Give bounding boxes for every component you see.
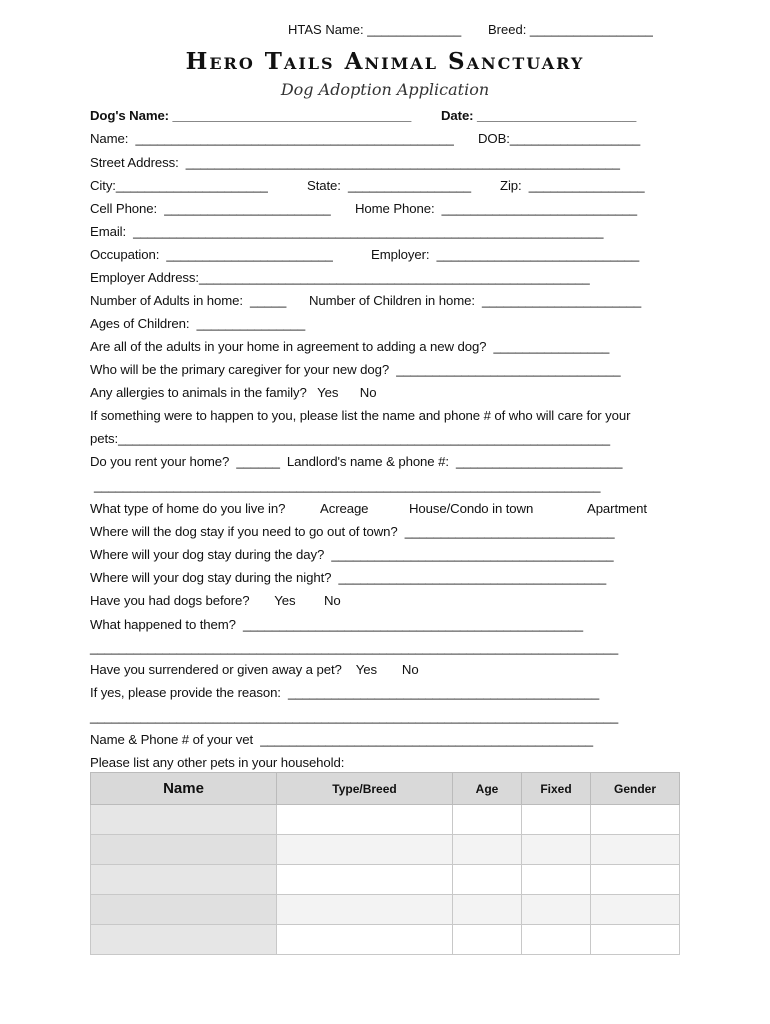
pet-name-cell[interactable]: [91, 805, 277, 835]
dob-field[interactable]: DOB:__________________: [478, 131, 641, 146]
home-type-apartment-option[interactable]: Apartment: [587, 501, 647, 516]
pet-age-cell[interactable]: [453, 925, 522, 955]
pet-name-cell[interactable]: [91, 835, 277, 865]
state-field[interactable]: State: _________________: [307, 178, 471, 193]
header-fixed: Fixed: [522, 773, 591, 805]
occupation-field[interactable]: Occupation: _______________________: [90, 247, 333, 262]
pet-type-cell[interactable]: [277, 865, 453, 895]
vet-question[interactable]: Name & Phone # of your vet ______________________________________________: [90, 732, 593, 747]
pet-name-cell[interactable]: [91, 925, 277, 955]
reason-extra-line[interactable]: _________________________________________________________________________: [90, 709, 619, 724]
cell-phone-field[interactable]: Cell Phone: _______________________: [90, 201, 331, 216]
employer-address-field[interactable]: Employer Address:______________________________________________________: [90, 270, 590, 285]
caregiver-question[interactable]: Who will be the primary caregiver for your new dog? _______________________________: [90, 362, 621, 377]
pet-age-cell[interactable]: [453, 895, 522, 925]
table-row: [91, 805, 680, 835]
pet-name-cell[interactable]: [91, 895, 277, 925]
dog-name-field[interactable]: Dog's Name: _________________________________: [90, 108, 412, 123]
table-header-row: [91, 773, 680, 805]
name-field[interactable]: Name: ____________________________________________: [90, 131, 454, 146]
pet-gender-cell[interactable]: [591, 835, 680, 865]
reason-question[interactable]: If yes, please provide the reason: ___________________________________________: [90, 685, 600, 700]
home-phone-field[interactable]: Home Phone: ___________________________: [355, 201, 637, 216]
surrendered-question[interactable]: Have you surrendered or given away a pet? Yes No: [90, 662, 419, 677]
header-gender: Gender: [591, 773, 680, 805]
emergency-care-question: If something were to happen to you, please list the name and phone # of who will care for your: [90, 408, 631, 423]
pet-fixed-cell[interactable]: [522, 805, 591, 835]
pet-fixed-cell[interactable]: [522, 895, 591, 925]
pet-type-cell[interactable]: [277, 805, 453, 835]
pet-gender-cell[interactable]: [591, 805, 680, 835]
header-age: Age: [453, 773, 522, 805]
home-type-acreage-option[interactable]: Acreage: [320, 501, 369, 516]
pet-fixed-cell[interactable]: [522, 925, 591, 955]
night-stay-question[interactable]: Where will your dog stay during the night? _____________________________________: [90, 570, 607, 585]
out-of-town-question[interactable]: Where will the dog stay if you need to go out of town? _____________________________: [90, 524, 615, 539]
pet-age-cell[interactable]: [453, 805, 522, 835]
table-row: [91, 835, 680, 865]
page-title: Hero Tails Animal Sanctuary: [185, 48, 585, 75]
emergency-care-field[interactable]: pets:____________________________________________________________________: [90, 431, 611, 446]
pet-type-cell[interactable]: [277, 925, 453, 955]
date-field[interactable]: Date: ______________________: [441, 108, 637, 123]
landlord-extra-line[interactable]: ______________________________________________________________________: [94, 478, 601, 493]
ages-field[interactable]: Ages of Children: _______________: [90, 316, 306, 331]
pet-fixed-cell[interactable]: [522, 865, 591, 895]
pet-type-cell[interactable]: [277, 895, 453, 925]
table-row: [91, 925, 680, 955]
street-address-field[interactable]: Street Address: ____________________________________________________________: [90, 155, 620, 170]
table-row: [91, 865, 680, 895]
day-stay-question[interactable]: Where will your dog stay during the day? _______________________________________: [90, 547, 614, 562]
adults-field[interactable]: Number of Adults in home: _____: [90, 293, 287, 308]
home-type-question: What type of home do you live in?: [90, 501, 286, 516]
pet-age-cell[interactable]: [453, 865, 522, 895]
pet-gender-cell[interactable]: [591, 895, 680, 925]
htas-name-field[interactable]: HTAS Name: _____________: [288, 22, 462, 37]
zip-field[interactable]: Zip: ________________: [500, 178, 645, 193]
children-field[interactable]: Number of Children in home: ______________________: [309, 293, 642, 308]
agreement-question[interactable]: Are all of the adults in your home in agreement to adding a new dog? ________________: [90, 339, 610, 354]
employer-field[interactable]: Employer: ____________________________: [371, 247, 640, 262]
pet-name-cell[interactable]: [91, 865, 277, 895]
pet-gender-cell[interactable]: [591, 925, 680, 955]
pet-gender-cell[interactable]: [591, 865, 680, 895]
what-happened-extra-line[interactable]: _________________________________________________________________________: [90, 640, 619, 655]
header-name: Name: [91, 773, 277, 805]
what-happened-question[interactable]: What happened to them? _______________________________________________: [90, 617, 584, 632]
email-field[interactable]: Email: _________________________________________________________________: [90, 224, 604, 239]
header-type-breed: Type/Breed: [277, 773, 453, 805]
allergies-question[interactable]: Any allergies to animals in the family? Yes No: [90, 385, 377, 400]
city-field[interactable]: City:_____________________: [90, 178, 268, 193]
pet-type-cell[interactable]: [277, 835, 453, 865]
pet-age-cell[interactable]: [453, 835, 522, 865]
pet-fixed-cell[interactable]: [522, 835, 591, 865]
had-dogs-question[interactable]: Have you had dogs before? Yes No: [90, 593, 341, 608]
other-pets-label: Please list any other pets in your household:: [90, 755, 345, 770]
home-type-house-option[interactable]: House/Condo in town: [409, 501, 534, 516]
rent-question[interactable]: Do you rent your home? ______ Landlord's name & phone #: _______________________: [90, 454, 623, 469]
page-subtitle: Dog Adoption Application: [280, 80, 490, 99]
breed-field[interactable]: Breed: _________________: [488, 22, 653, 37]
table-row: [91, 895, 680, 925]
other-pets-table: [90, 772, 680, 955]
